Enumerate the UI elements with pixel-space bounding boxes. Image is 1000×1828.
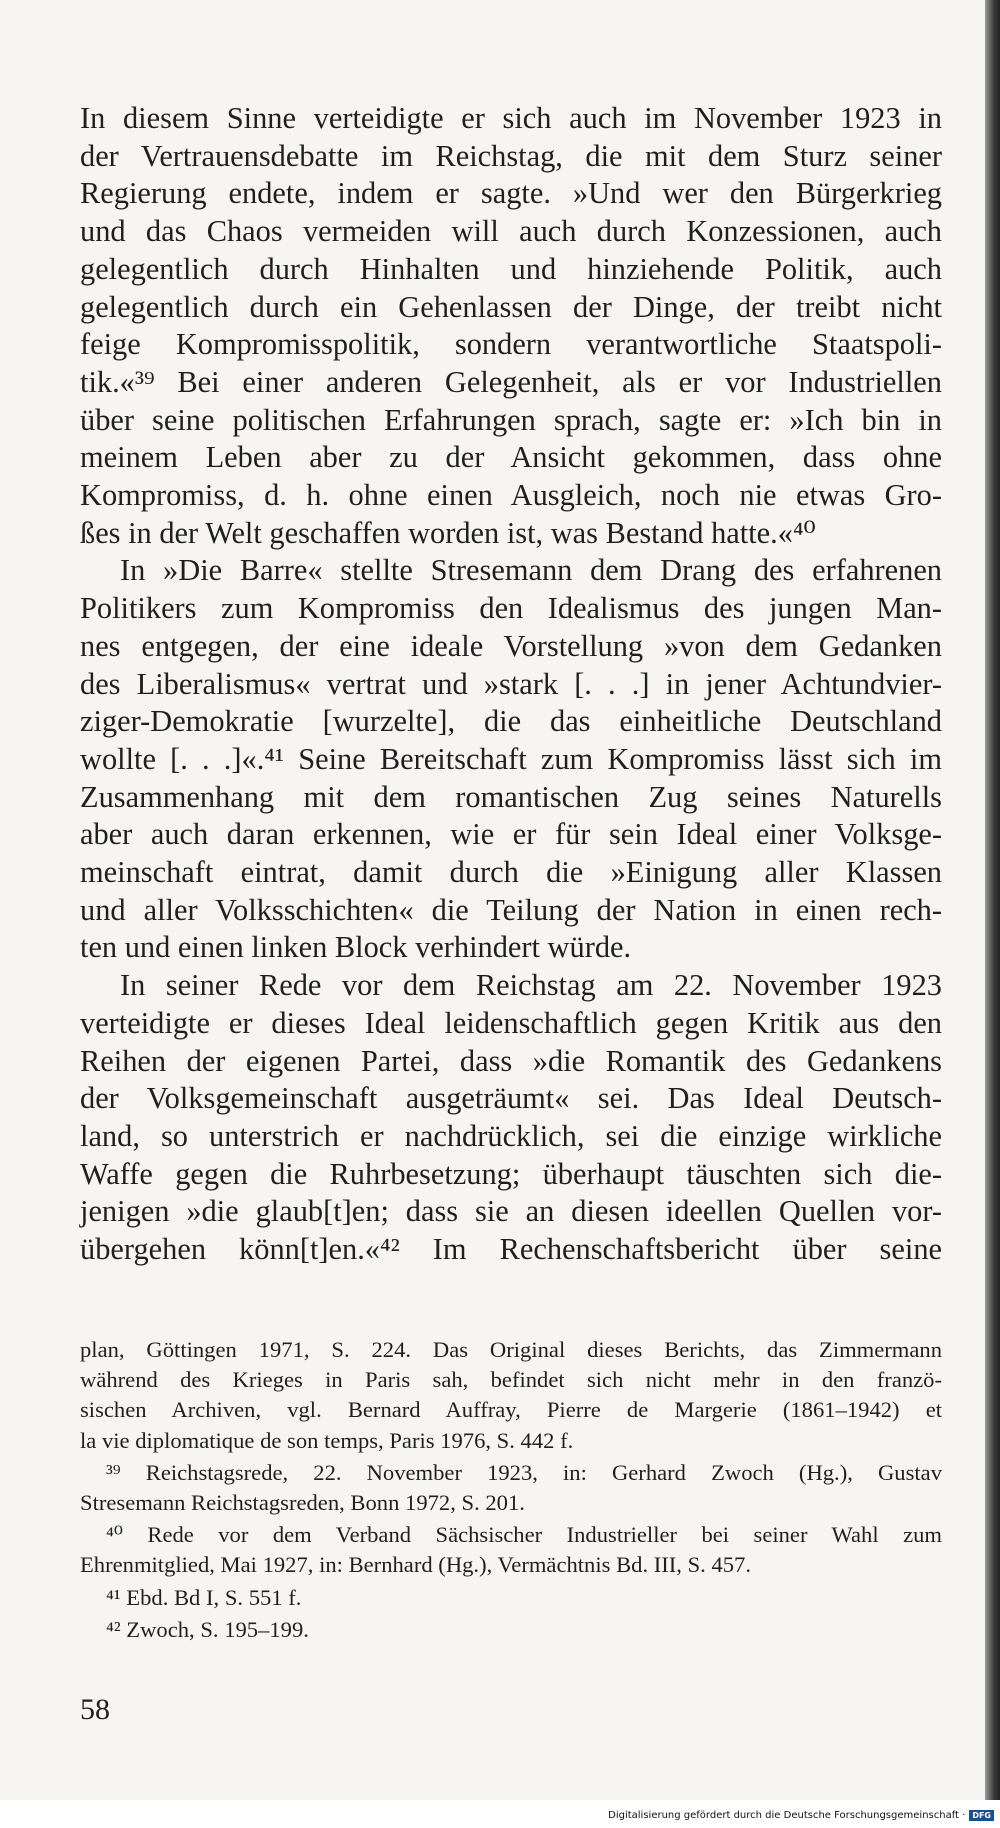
text-line: meinem Leben aber zu der Ansicht gekommen, dass ohne [80, 440, 942, 475]
text-line: ßes in der Welt geschaffen worden ist, was Bestand hatte.«⁴⁰ [80, 515, 816, 550]
text-line: jenigen »die glaub[t]en; dass sie an diesen ideellen Quellen vor- [80, 1194, 942, 1229]
footnote-line: Ehrenmitglied, Mai 1927, in: Bernhard (Hg.), Vermächtnis Bd. III, S. 457. [80, 1552, 752, 1578]
footer-credit: Digitalisierung gefördert durch die Deutsche Forschungsgemeinschaft · [608, 1810, 966, 1821]
text-line: Regierung endete, indem er sagte. »Und wer den Bürgerkrieg [80, 176, 942, 211]
paragraph-3 [80, 967, 942, 1269]
text-line: gelegentlich durch Hinhalten und hinziehende Politik, auch [80, 251, 942, 286]
text-line: des Liberalismus« vertrat und »stark [. . .] in jener Achtundvier- [80, 666, 942, 701]
text-line: und aller Volksschichten« die Teilung der Nation in einen rech- [80, 892, 942, 927]
text-line: gelegentlich durch ein Gehenlassen der Dinge, der treibt nicht [80, 289, 942, 324]
footnote-continuation [80, 1335, 942, 1456]
text-line: der Volksgemeinschaft ausgeträumt« sei. Das Ideal Deutsch- [80, 1081, 942, 1116]
text-line: und das Chaos vermeiden will auch durch Konzessionen, auch [80, 214, 942, 249]
footnote-line: ⁴¹ Ebd. Bd I, S. 551 f. [106, 1584, 302, 1610]
body-text [80, 100, 942, 1269]
text-line: In diesem Sinne verteidigte er sich auch im November 1923 in [80, 101, 942, 135]
footnote-41 [80, 1583, 942, 1613]
text-line: ten und einen linken Block verhindert würde. [80, 930, 632, 965]
text-line: In seiner Rede vor dem Reichstag am 22. November 1923 [120, 968, 942, 1003]
footnote-line: plan, Göttingen 1971, S. 224. Das Original dieses Berichts, das Zimmermann [80, 1337, 942, 1362]
footnote-line: ⁴⁰ Rede vor dem Verband Sächsischer Industrieller bei seiner Wahl zum [106, 1522, 942, 1548]
text-line: tik.«³⁹ Bei einer anderen Gelegenheit, als er vor Industriellen [80, 364, 942, 399]
text-line: feige Kompromisspolitik, sondern verantwortliche Staatspoli- [80, 327, 942, 362]
footnote-line: Stresemann Reichstagsreden, Bonn 1972, S. 201. [80, 1490, 525, 1516]
text-line: In »Die Barre« stellte Stresemann dem Drang des erfahrenen [120, 553, 942, 588]
text-line: land, so unterstrich er nachdrücklich, sei die einzige wirkliche [80, 1118, 942, 1153]
text-line: Reihen der eigenen Partei, dass »die Romantik des Gedankens [80, 1043, 942, 1078]
text-line: Zusammenhang mit dem romantischen Zug seines Naturells [80, 779, 942, 814]
text-line: wollte [. . .]«.⁴¹ Seine Bereitschaft zum Kompromiss lässt sich im [80, 741, 942, 776]
footnote-line: sischen Archiven, vgl. Bernard Auffray, Pierre de Margerie (1861–1942) et [80, 1397, 942, 1423]
text-line: aber auch daran erkennen, wie er für sein Ideal einer Volksge- [80, 817, 942, 852]
text-line: Waffe gegen die Ruhrbesetzung; überhaupt täuschten sich die- [80, 1156, 942, 1191]
paragraph-2 [80, 552, 942, 967]
text-line: ziger-Demokratie [wurzelte], die das einheitliche Deutschland [80, 704, 942, 739]
footnote-40 [80, 1520, 942, 1580]
footnote-line: während des Krieges in Paris sah, befindet sich nicht mehr in den franzö- [80, 1367, 942, 1393]
page-number: 58 [80, 1693, 110, 1726]
footnotes [80, 1335, 942, 1647]
dfg-logo-icon: DFG [969, 1810, 994, 1821]
text-line: der Vertrauensdebatte im Reichstag, die mit dem Sturz seiner [80, 138, 942, 173]
text-line: meinschaft eintrat, damit durch die »Einigung aller Klassen [80, 855, 942, 890]
digitization-footer [608, 1810, 994, 1821]
footnote-line: ³⁹ Reichstagsrede, 22. November 1923, in: Gerhard Zwoch (Hg.), Gustav [106, 1459, 942, 1485]
paragraph-1 [80, 100, 942, 552]
text-line: nes entgegen, der eine ideale Vorstellung »von dem Gedanken [80, 628, 942, 663]
text-line: Politikers zum Kompromiss den Idealismus des jungen Man- [80, 591, 942, 626]
text-line: Kompromiss, d. h. ohne einen Ausgleich, noch nie etwas Gro- [80, 478, 942, 513]
footnote-line: la vie diplomatique de son temps, Paris 1976, S. 442 f. [80, 1427, 574, 1453]
footnote-42 [80, 1615, 942, 1645]
text-line: über seine politischen Erfahrungen sprach, sagte er: »Ich bin in [80, 402, 942, 437]
page-edge-shadow [985, 0, 1000, 1800]
footnote-39 [80, 1458, 942, 1518]
text-line: übergehen könn[t]en.«⁴² Im Rechenschaftsbericht über seine [80, 1232, 942, 1267]
footnote-line: ⁴² Zwoch, S. 195–199. [106, 1616, 309, 1642]
text-line: verteidigte er dieses Ideal leidenschaftlich gegen Kritik aus den [80, 1005, 942, 1040]
